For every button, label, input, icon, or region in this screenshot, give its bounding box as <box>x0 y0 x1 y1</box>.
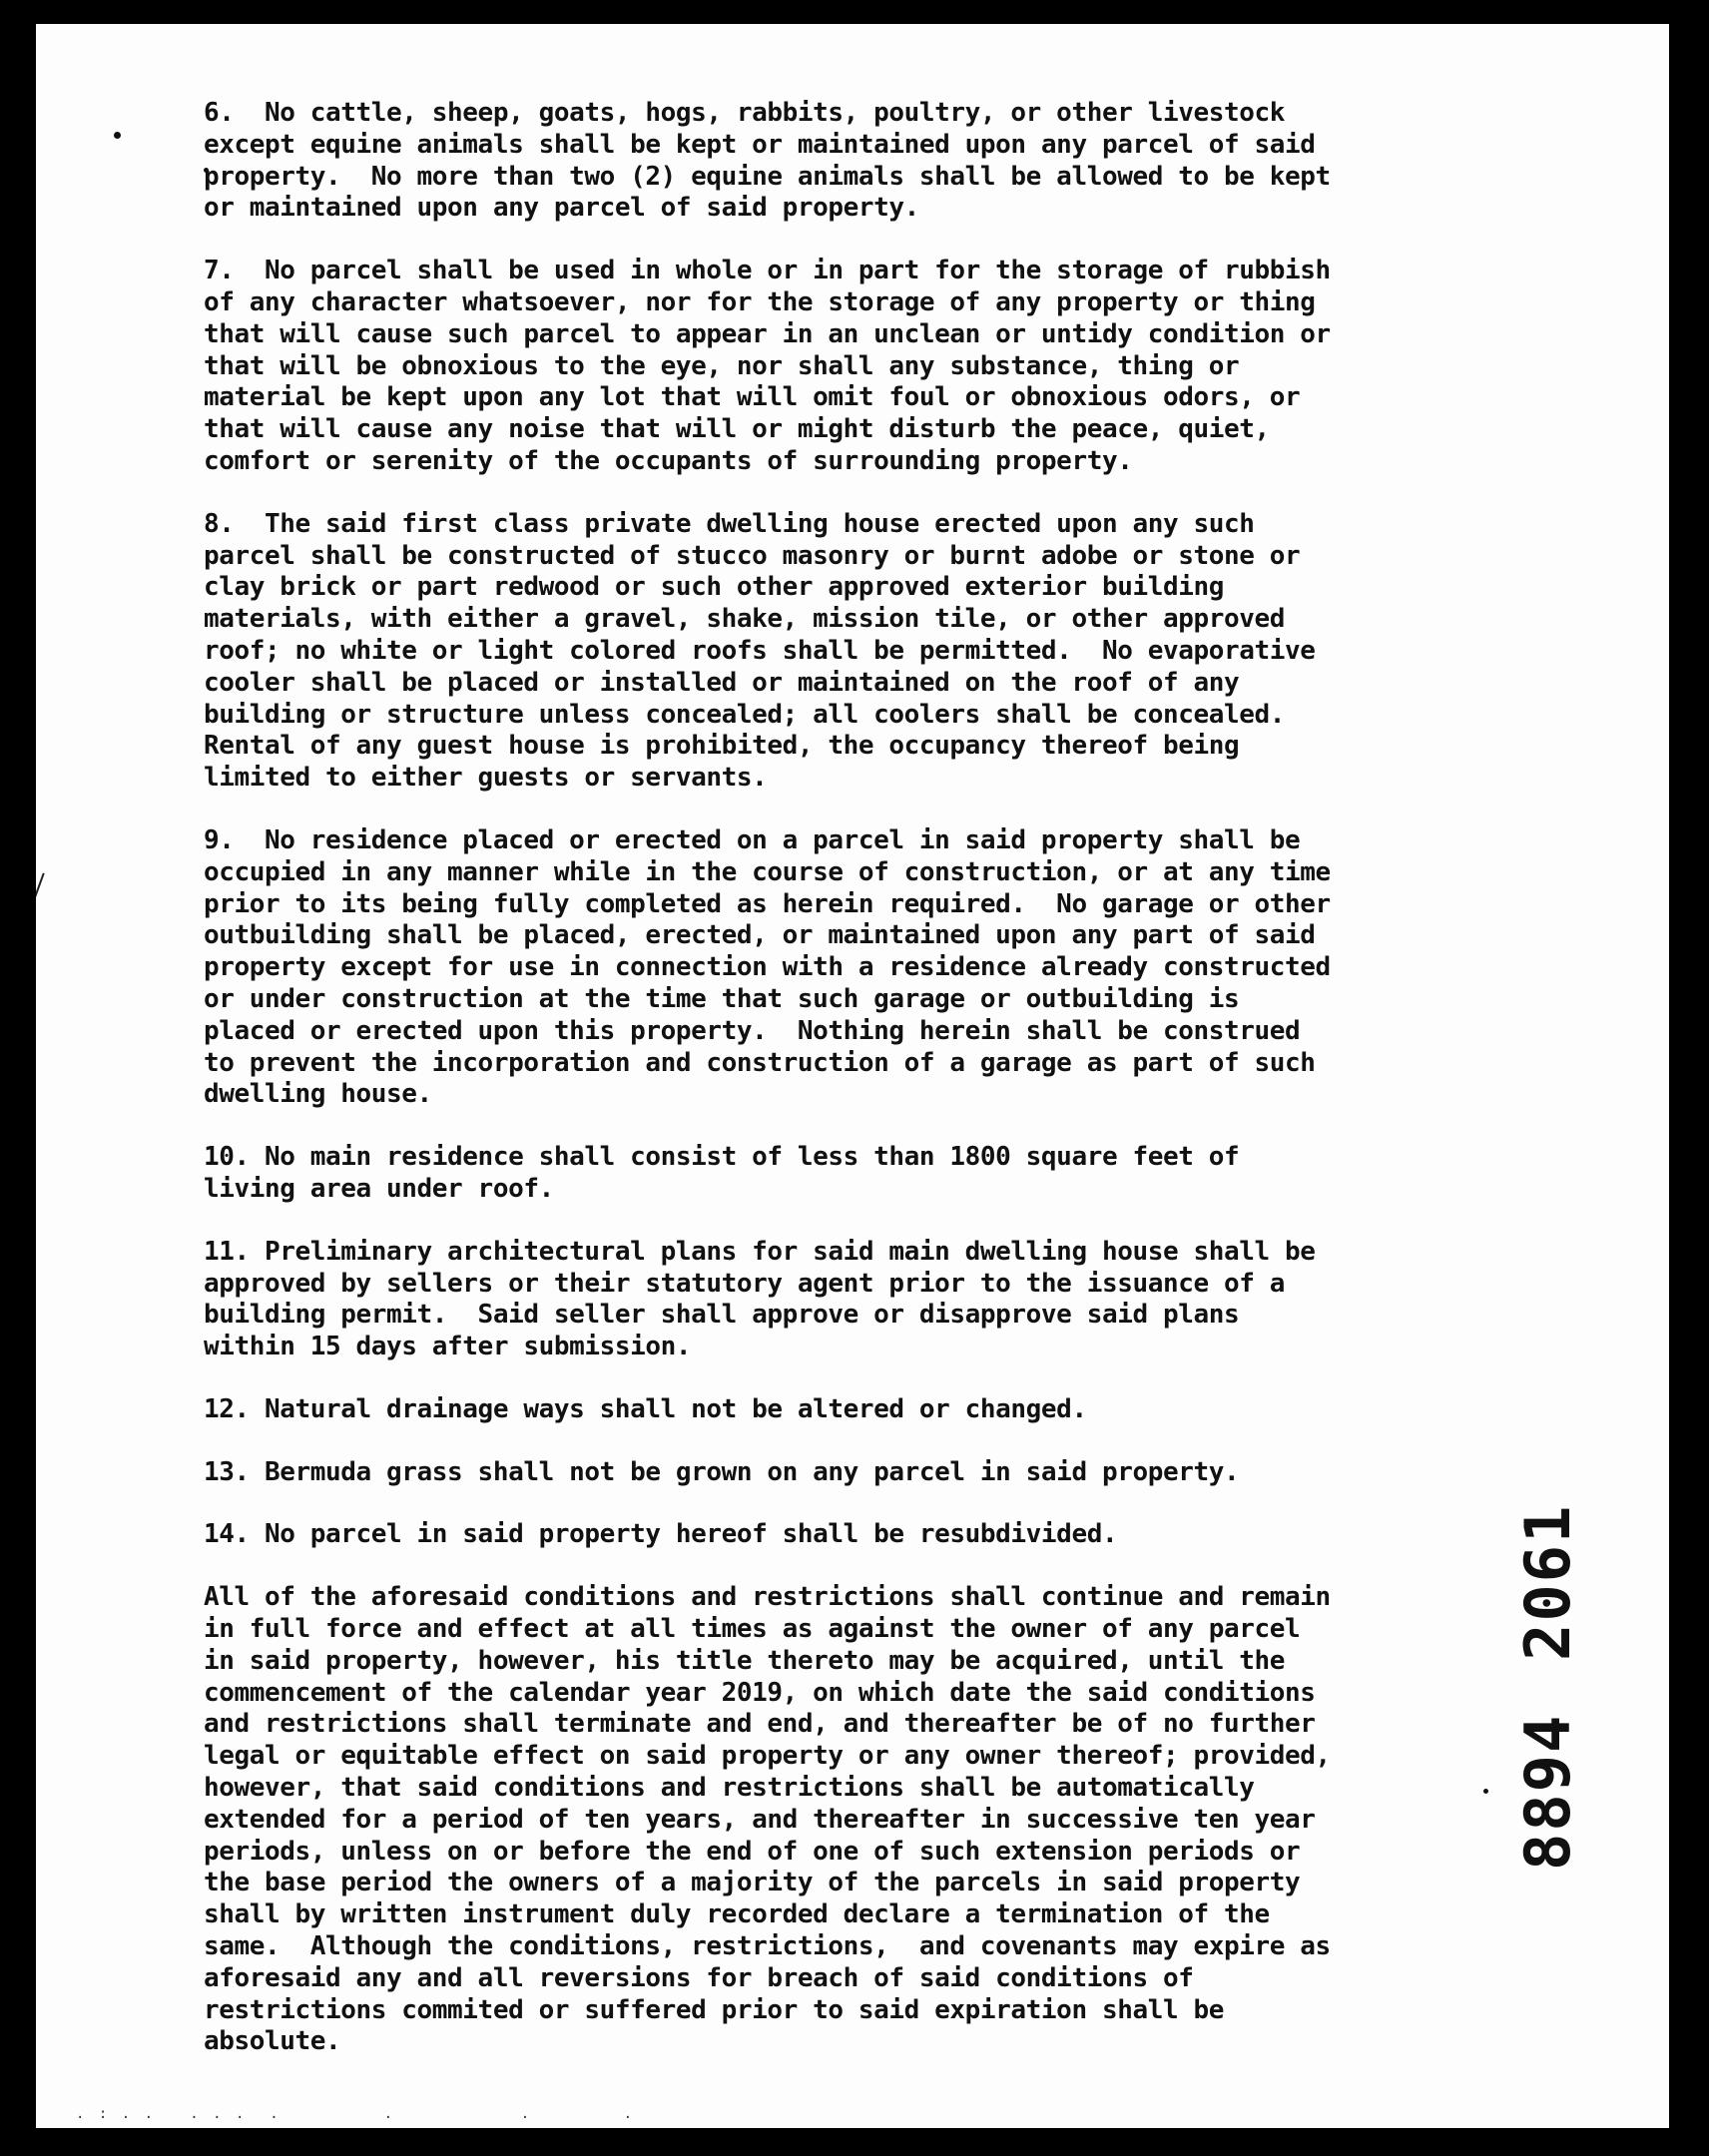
text-line: property except for use in connection with a residence already constructed <box>204 952 1331 983</box>
paragraph-p-closing <box>204 1582 1461 2058</box>
text-line: that will cause any noise that will or might disturb the peace, quiet, <box>204 414 1270 445</box>
text-line: or maintained upon any parcel of said property. <box>204 193 919 224</box>
text-line: roof; no white or light colored roofs shall be permitted. No evaporative <box>204 635 1316 666</box>
text-line: approved by sellers or their statutory agent prior to the issuance of a <box>204 1268 1285 1299</box>
text-line: materials, with either a gravel, shake, mission tile, or other approved <box>204 604 1285 635</box>
text-line: the base period the owners of a majority of the parcels in said property <box>204 1868 1301 1898</box>
text-line: placed or erected upon this property. Nothing herein shall be construed <box>204 1015 1301 1046</box>
text-line: commencement of the calendar year 2019, on which date the said conditions <box>204 1677 1316 1708</box>
text-line: prior to its being fully completed as herein required. No garage or other <box>204 888 1331 919</box>
text-line: 6. No cattle, sheep, goats, hogs, rabbits, poultry, or other livestock <box>204 98 1285 128</box>
text-line: cooler shall be placed or installed or maintained on the roof of any <box>204 667 1240 698</box>
document-body <box>204 98 1461 2089</box>
text-line: to prevent the incorporation and construction of a garage as part of such <box>204 1047 1316 1078</box>
text-line: aforesaid any and all reversions for breach of said conditions of <box>204 1962 1194 1993</box>
paragraph-p9 <box>204 825 1461 1111</box>
text-line: property. No more than two (2) equine animals shall be allowed to be kept <box>204 161 1331 192</box>
text-line: 13. Bermuda grass shall not be grown on any parcel in said property. <box>204 1456 1240 1487</box>
paragraph-p12 <box>204 1394 1461 1426</box>
text-line: occupied in any manner while in the course of construction, or at any time <box>204 856 1331 887</box>
paragraph-p6 <box>204 98 1461 225</box>
paragraph-p8 <box>204 509 1461 795</box>
text-line: living area under roof. <box>204 1173 554 1204</box>
text-line: that will be obnoxious to the eye, nor shall any substance, thing or <box>204 350 1240 381</box>
text-line: All of the aforesaid conditions and restrictions shall continue and remain <box>204 1582 1331 1613</box>
recording-stamp <box>1511 1481 1584 1881</box>
text-line: 12. Natural drainage ways shall not be altered or changed. <box>204 1393 1087 1424</box>
text-line: extended for a period of ten years, and thereafter in successive ten year <box>204 1804 1316 1835</box>
text-line: in full force and effect at all times as against the owner of any parcel <box>204 1614 1301 1645</box>
text-line: building or structure unless concealed; all coolers shall be concealed. <box>204 699 1285 730</box>
text-line: outbuilding shall be placed, erected, or maintained upon any part of said <box>204 920 1316 951</box>
stamp-book-number: 8894 <box>1511 1713 1584 1871</box>
text-line: 11. Preliminary architectural plans for said main dwelling house shall be <box>204 1236 1316 1267</box>
paragraph-p7 <box>204 256 1461 478</box>
text-line: 7. No parcel shall be used in whole or in part for the storage of rubbish <box>204 256 1331 286</box>
text-line: legal or equitable effect on said property or any owner thereof; provided, <box>204 1741 1331 1772</box>
text-line: dwelling house. <box>204 1079 432 1110</box>
document-page <box>36 24 1669 2128</box>
text-line: in said property, however, his title thereto may be acquired, until the <box>204 1645 1285 1676</box>
paragraph-p11 <box>204 1237 1461 1363</box>
paragraph-p10 <box>204 1142 1461 1206</box>
text-line: 9. No residence placed or erected on a parcel in said property shall be <box>204 824 1301 855</box>
paragraph-p13 <box>204 1457 1461 1489</box>
text-line: building permit. Said seller shall approve or disapprove said plans <box>204 1300 1240 1331</box>
text-line: or under construction at the time that such garage or outbuilding is <box>204 983 1240 1014</box>
text-line: Rental of any guest house is prohibited, the occupancy thereof being <box>204 731 1240 762</box>
text-line: and restrictions shall terminate and end, and thereafter be of no further <box>204 1709 1316 1740</box>
margin-dot <box>1483 1789 1488 1794</box>
text-line: shall by written instrument duly recorded declare a termination of the <box>204 1899 1270 1930</box>
paragraph-p14 <box>204 1519 1461 1551</box>
text-line: periods, unless on or before the end of one of such extension periods or <box>204 1836 1301 1867</box>
scan-noise: . : . . . . . . . . . <box>76 2106 636 2122</box>
text-line: within 15 days after submission. <box>204 1332 692 1362</box>
text-line: material be kept upon any lot that will omit foul or obnoxious odors, or <box>204 382 1301 413</box>
text-line: same. Although the conditions, restrictions, and covenants may expire as <box>204 1931 1331 1962</box>
margin-dot <box>114 132 121 139</box>
text-line: restrictions commited or suffered prior to said expiration shall be <box>204 1994 1224 2025</box>
stamp-page-number: 2061 <box>1511 1503 1584 1661</box>
text-line: comfort or serenity of the occupants of surrounding property. <box>204 445 1133 476</box>
text-line: 10. No main residence shall consist of less than 1800 square feet of <box>204 1142 1240 1173</box>
text-line: of any character whatsoever, nor for the storage of any property or thing <box>204 286 1316 317</box>
edge-mark <box>36 873 45 900</box>
text-line: clay brick or part redwood or such other approved exterior building <box>204 572 1224 603</box>
text-line: 8. The said first class private dwelling house erected upon any such <box>204 508 1255 539</box>
text-line: except equine animals shall be kept or maintained upon any parcel of said <box>204 129 1316 160</box>
text-line: that will cause such parcel to appear in an unclean or untidy condition or <box>204 318 1331 349</box>
text-line: absolute. <box>204 2026 341 2057</box>
text-line: however, that said conditions and restrictions shall be automatically <box>204 1773 1255 1804</box>
text-line: limited to either guests or servants. <box>204 763 768 794</box>
text-line: parcel shall be constructed of stucco masonry or burnt adobe or stone or <box>204 540 1301 571</box>
text-line: 14. No parcel in said property hereof shall be resubdivided. <box>204 1519 1118 1550</box>
